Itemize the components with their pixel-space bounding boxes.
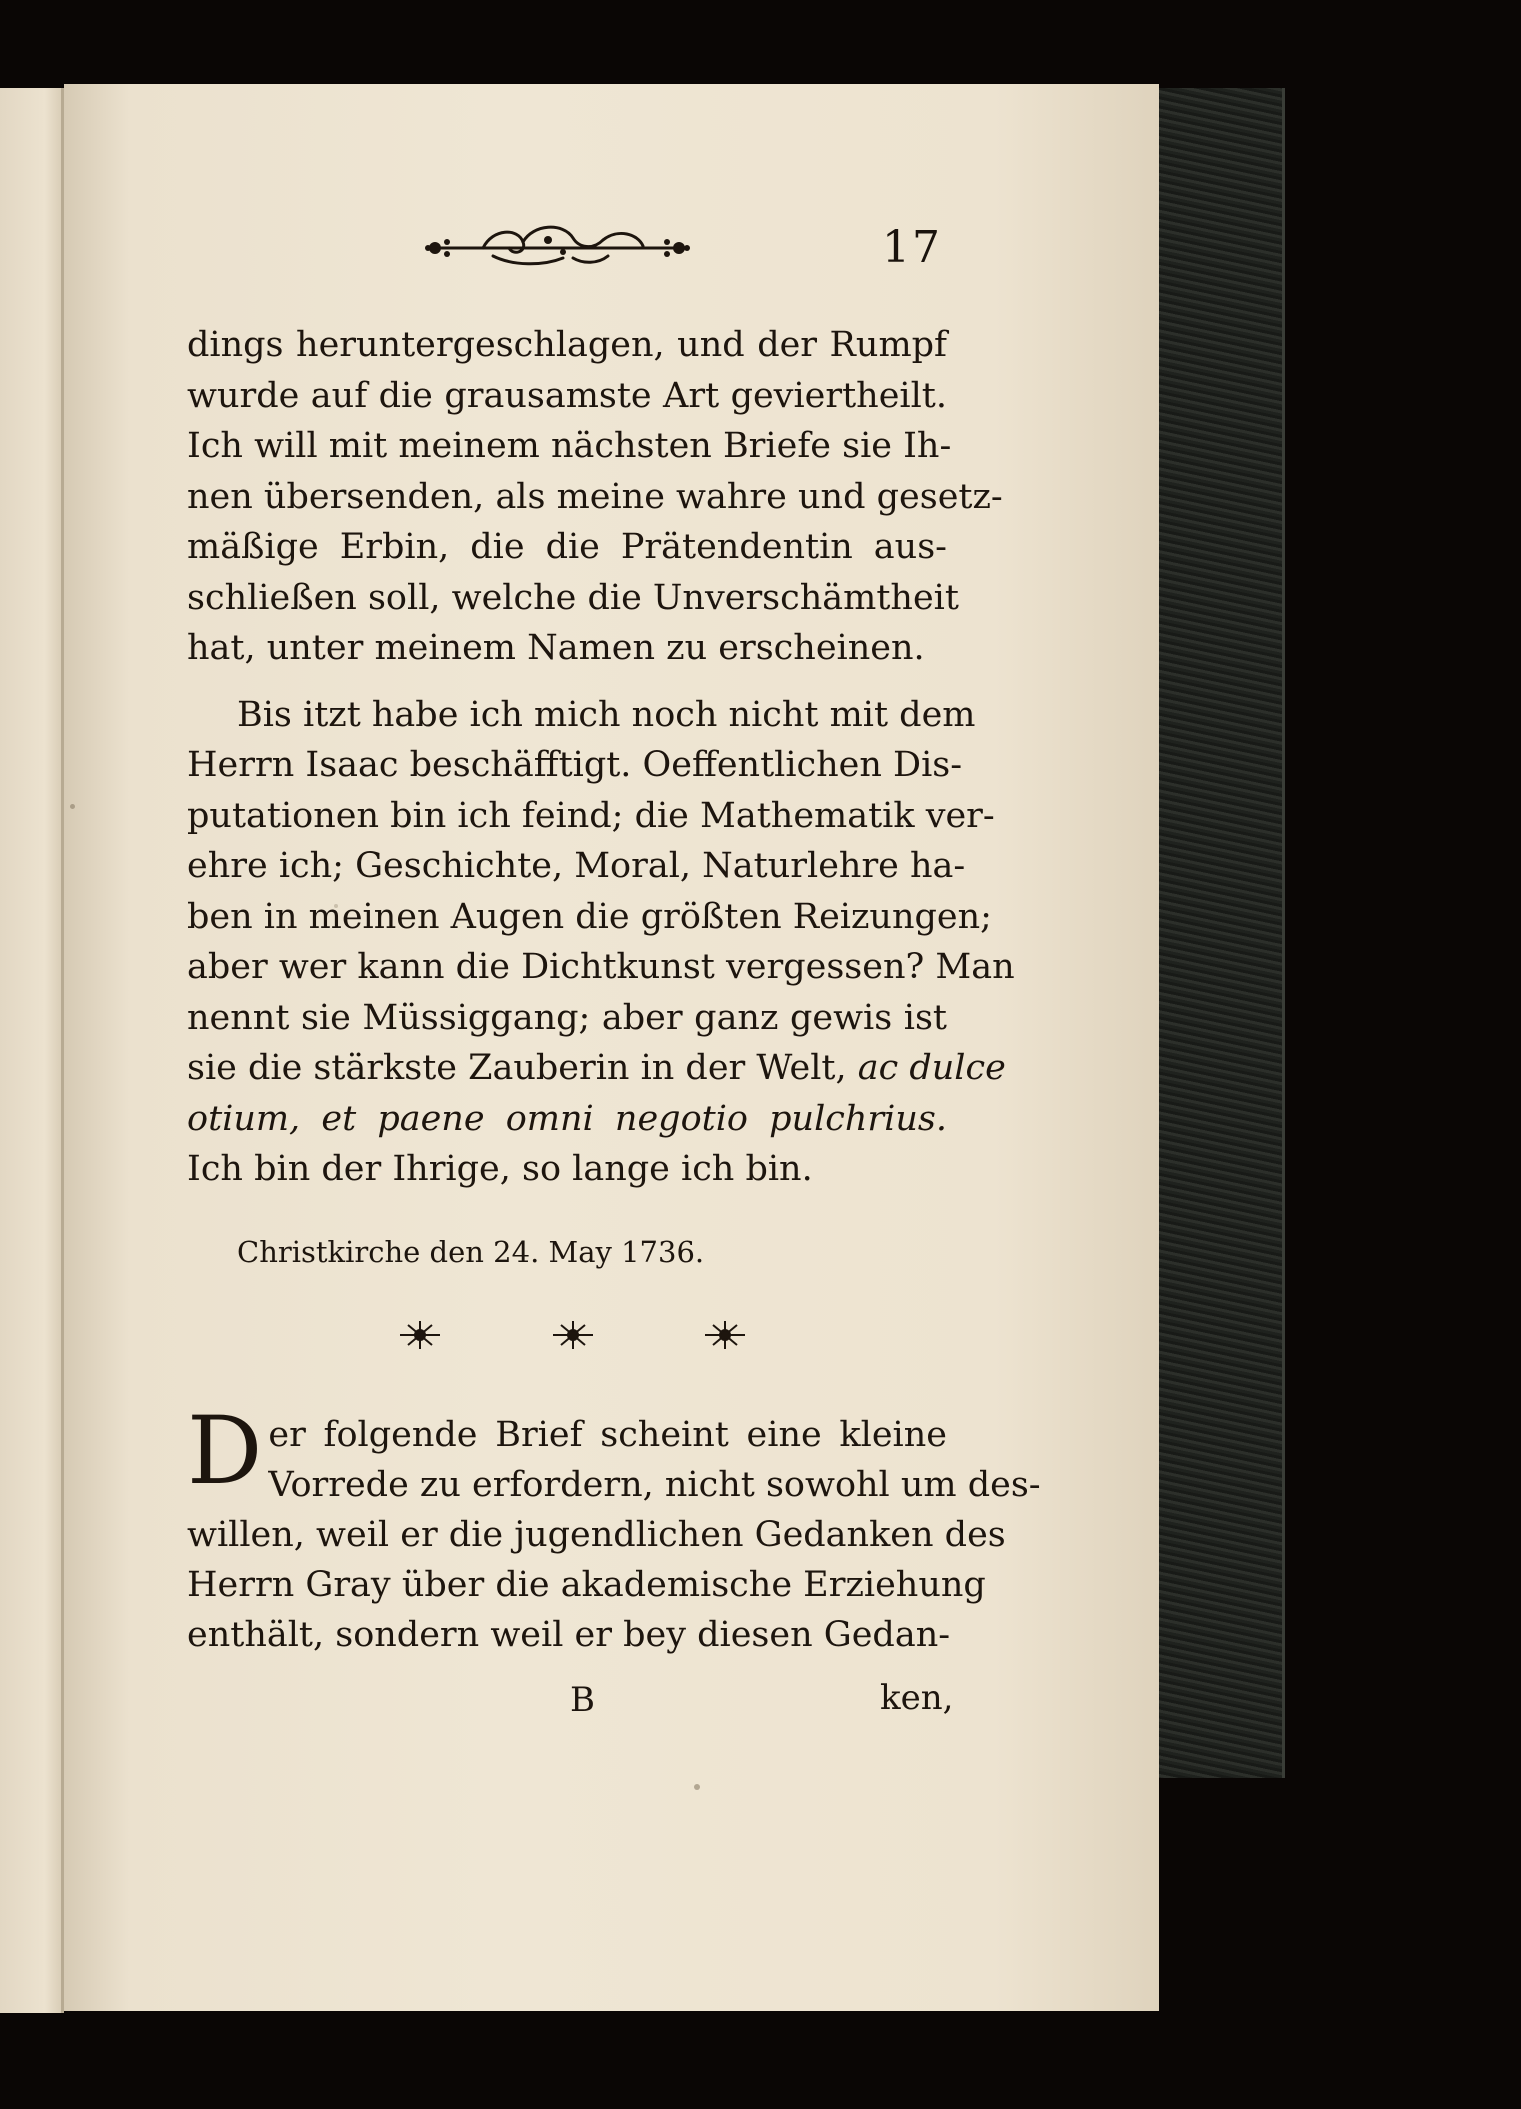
text-line: nen übersenden, als meine wahre und gesetz- xyxy=(187,476,1003,517)
left-page-edge xyxy=(0,88,64,2013)
text-span: sie die stärkste Zauberin in der Welt, xyxy=(187,1048,847,1088)
body-text-2 xyxy=(187,1397,1041,1660)
signature-mark: B xyxy=(570,1680,595,1720)
text-line: putationen bin ich feind; die Mathematik ver- xyxy=(187,795,995,836)
text-line: enthält, sondern weil er bey diesen Gedan- xyxy=(187,1615,951,1655)
section-ornament-icon xyxy=(385,1315,765,1355)
text-line: wurde auf die grausamste Art geviertheilt. xyxy=(187,375,947,416)
body-text xyxy=(187,320,1015,1195)
text-line: aber wer kann die Dichtkunst vergessen? Man xyxy=(187,947,1015,987)
text-line: hat, unter meinem Namen zu erscheinen. xyxy=(187,628,925,668)
text-line: Ich will mit meinem nächsten Briefe sie Ih- xyxy=(187,426,952,466)
drop-cap: D xyxy=(187,1397,263,1506)
catchword: ken, xyxy=(880,1678,954,1718)
text-line xyxy=(187,1043,1006,1094)
text-line: dings heruntergeschlagen, und der Rumpf xyxy=(187,325,947,365)
text-line: Vorrede zu erfordern, nicht sowohl um des- xyxy=(268,1465,1041,1505)
page-number: 17 xyxy=(882,222,942,273)
text-line: nennt sie Müssiggang; aber ganz gewis ist xyxy=(187,997,947,1038)
text-line: Herrn Gray über die akademische Erziehung xyxy=(187,1565,986,1605)
text-line: Bis itzt habe ich mich noch nicht mit dem xyxy=(237,694,976,735)
text-line: mäßige Erbin, die die Prätendentin aus- xyxy=(187,527,947,567)
text-line: er folgende Brief scheint eine kleine xyxy=(268,1415,947,1455)
latin-text: ac dulce xyxy=(857,1048,1006,1088)
text-line: schließen soll, welche die Unverschämtheit xyxy=(187,577,959,618)
text-line: Herrn Isaac beschäfftigt. Oeffentlichen Dis- xyxy=(187,745,963,785)
book-cover xyxy=(1150,88,1285,1778)
header-ornament-icon xyxy=(423,218,691,274)
dateline: Christkirche den 24. May 1736. xyxy=(237,1235,705,1269)
text-line: willen, weil er die jugendlichen Gedanken des xyxy=(187,1515,1006,1555)
text-line: ben in meinen Augen die größten Reizungen; xyxy=(187,896,992,937)
latin-text-line: otium, et paene omni negotio pulchrius. xyxy=(187,1098,947,1139)
text-line: ehre ich; Geschichte, Moral, Naturlehre ha- xyxy=(187,846,966,886)
text-line: Ich bin der Ihrige, so lange ich bin. xyxy=(187,1149,813,1189)
